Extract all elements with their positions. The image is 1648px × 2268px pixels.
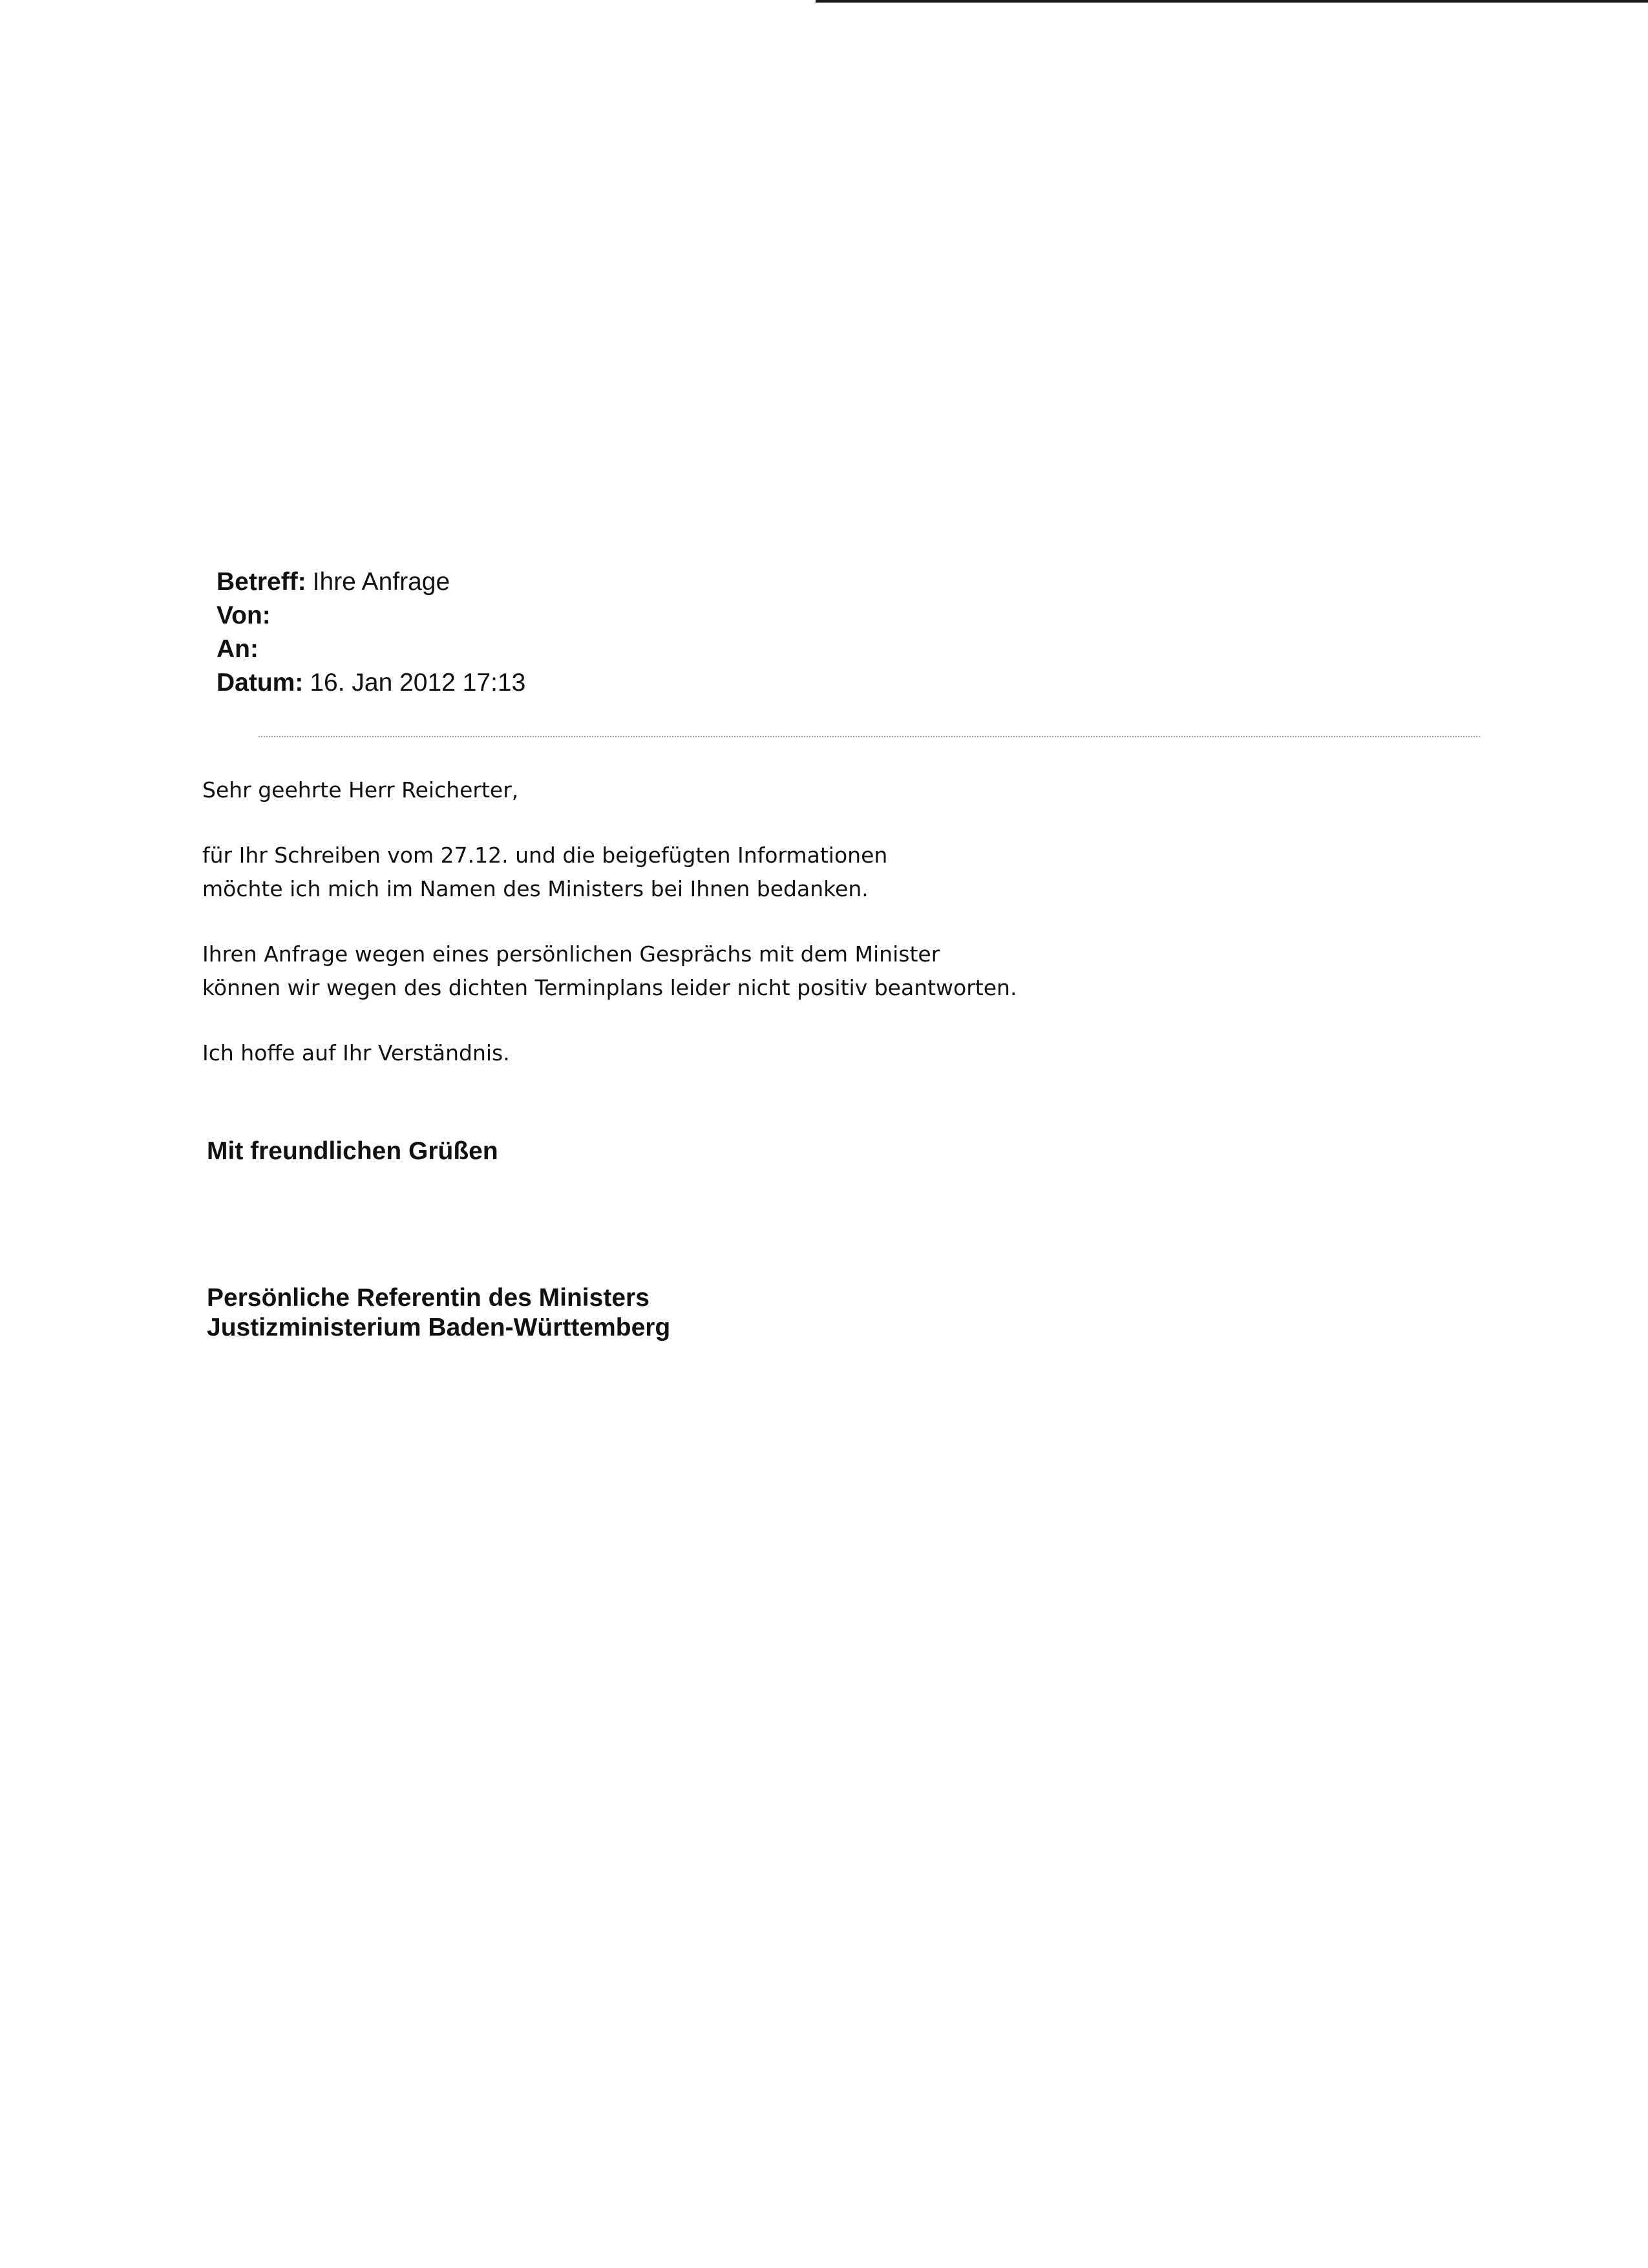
from-row: [217, 599, 525, 633]
subject-value: Ihre Anfrage: [312, 568, 450, 596]
paragraph-request: [202, 938, 1017, 1005]
paragraph-thanks: [202, 839, 887, 906]
signature-organization: Justizministerium Baden-Württemberg: [207, 1314, 671, 1341]
closing-salutation: Mit freundlichen Grüßen: [207, 1137, 498, 1165]
subject-row: [217, 565, 525, 599]
paragraph-understanding: Ich hoffe auf Ihr Verständnis.: [202, 1040, 510, 1066]
from-label: Von:: [217, 602, 271, 629]
date-label: Datum:: [217, 669, 304, 697]
greeting: Sehr geehrte Herr Reicherter,: [202, 777, 519, 803]
signature-block: [207, 1283, 670, 1343]
date-row: [217, 666, 525, 700]
to-row: [217, 633, 525, 666]
header-divider: [259, 736, 1480, 737]
signature-title: Persönliche Referentin des Ministers: [207, 1284, 650, 1312]
date-value: 16. Jan 2012 17:13: [310, 669, 526, 697]
paragraph-line: möchte ich mich im Namen des Ministers bei Ihnen bedanken.: [202, 876, 869, 901]
to-label: An:: [217, 635, 259, 663]
paragraph-line: für Ihr Schreiben vom 27.12. und die beigefügten Informationen: [202, 843, 888, 868]
paragraph-line: Ihren Anfrage wegen eines persönlichen Gesprächs mit dem Minister: [202, 941, 940, 967]
subject-label: Betreff:: [217, 568, 306, 596]
scan-edge-rule: [816, 0, 1648, 3]
email-header: [217, 565, 525, 700]
paragraph-line: können wir wegen des dichten Terminplans leider nicht positiv beantworten.: [202, 975, 1017, 1000]
